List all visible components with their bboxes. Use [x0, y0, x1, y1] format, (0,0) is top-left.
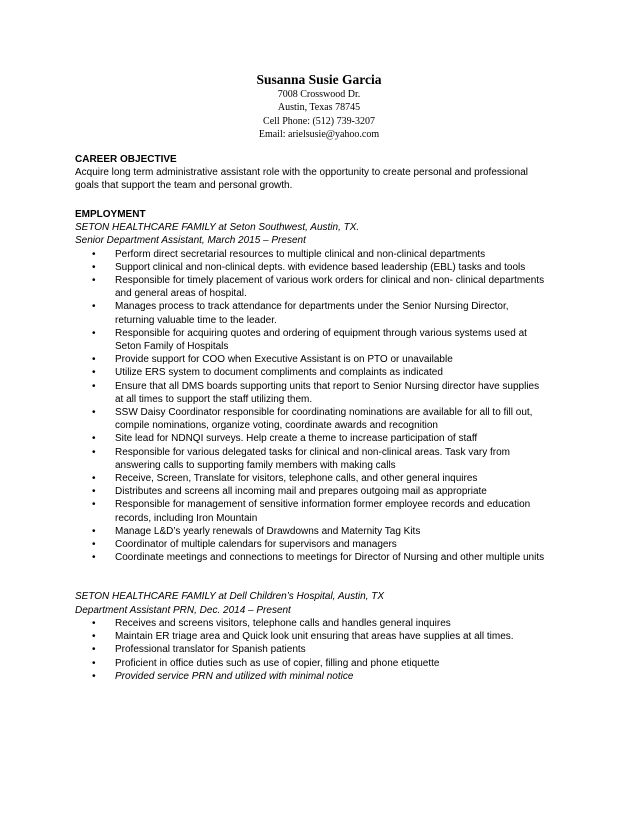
- job-2-duty: • Professional translator for Spanish patients: [92, 644, 306, 656]
- job-2-duty: • Proficient in office duties such as use of copier, filling and phone etiquette: [92, 657, 440, 669]
- bullet-icon: •: [92, 446, 96, 458]
- address-line-2: Austin, Texas 78745: [277, 102, 361, 114]
- job-2-duty: • Receives and screens visitors, telephone calls and handles general inquires: [92, 617, 451, 629]
- job-1-duty: • Site lead for NDNQI surveys. Help create a theme to increase participation of staff: [92, 433, 478, 445]
- address-line-1: 7008 Crosswood Dr.: [277, 89, 361, 100]
- bullet-icon: •: [92, 473, 96, 485]
- employment-title: EMPLOYMENT: [75, 209, 146, 220]
- career-objective-title: CAREER OBJECTIVE: [75, 154, 177, 165]
- career-objective-text-line-1: Acquire long term administrative assistant role with the opportunity to create personal and professional: [75, 167, 529, 179]
- job-2-duties-list: [75, 617, 575, 683]
- employment-section: [75, 208, 575, 683]
- career-objective-text-line-2: goals that support the team and personal growth.: [75, 180, 293, 192]
- bullet-icon: •: [92, 499, 96, 511]
- job-1-duty: • Responsible for acquiring quotes and ordering of equipment through various systems used at Seton Family of Hospitals: [92, 327, 527, 353]
- job-2-duty: • Provided service PRN and utilized with minimal notice: [92, 670, 354, 682]
- job-1-duty: • Manages process to track attendance for departments under the Senior Nursing Director, returning valuable time to the leader.: [92, 301, 509, 326]
- job-1-duty: • Support clinical and non-clinical depts. with evidence based leadership (EBL) tasks and tools: [92, 261, 526, 273]
- job-1-employer: SETON HEALTHCARE FAMILY at Seton Southwest, Austin, TX.: [75, 222, 360, 234]
- job-1-duty: • Receive, Screen, Translate for visitors, telephone calls, and other general inquires: [92, 473, 478, 485]
- job-1-duty: • Responsible for management of sensitive information former employee records and education records, including Iron Mountain: [92, 499, 531, 524]
- job-1-duty: • Responsible for timely placement of various work orders for clinical and non- clinical departments and general areas of hospital.: [92, 275, 545, 300]
- bullet-icon: •: [92, 617, 96, 629]
- bullet-icon: •: [92, 380, 96, 392]
- job-1-duty: • Manage L&D’s yearly renewals of Drawdowns and Maternity Tag Kits: [92, 525, 421, 537]
- bullet-icon: •: [92, 248, 96, 260]
- bullet-icon: •: [92, 670, 96, 682]
- bullet-icon: •: [92, 261, 96, 273]
- bullet-icon: •: [92, 354, 96, 366]
- phone-number: Cell Phone: (512) 739-3207: [263, 115, 375, 127]
- job-1-duties-list: [75, 248, 575, 565]
- bullet-icon: •: [92, 486, 96, 498]
- job-1-duty: • Utilize ERS system to document compliments and complaints as indicated: [92, 367, 443, 379]
- bullet-icon: •: [92, 644, 96, 656]
- job-2-position: Department Assistant PRN, Dec. 2014 – Present: [75, 604, 291, 616]
- bullet-icon: •: [92, 327, 96, 339]
- job-2-employer: SETON HEALTHCARE FAMILY at Dell Children’s Hospital, Austin, TX: [75, 591, 384, 603]
- bullet-icon: •: [92, 657, 96, 669]
- job-1-duty: • Coordinate meetings and connections to meetings for Director of Nursing and other multiple units: [92, 552, 545, 564]
- bullet-icon: •: [92, 433, 96, 445]
- job-1-duty: • Ensure that all DMS boards supporting units that report to Senior Nursing director have supplies at all times to support the staff utilizing them.: [92, 380, 540, 405]
- bullet-icon: •: [92, 552, 96, 564]
- bullet-icon: •: [92, 539, 96, 551]
- job-1-duty: • Responsible for various delegated tasks for clinical and non-clinical areas. Task vary from answering calls to supporting family members with making calls: [92, 446, 511, 471]
- bullet-icon: •: [92, 275, 96, 287]
- bullet-icon: •: [92, 367, 96, 379]
- job-1-duty: • SSW Daisy Coordinator responsible for coordinating nominations are available for all to fill out, compile nominations, organize voting, coordinate awards and recognition: [92, 407, 533, 432]
- email-address: Email: arielsusie@yahoo.com: [258, 129, 380, 141]
- job-1-position: Senior Department Assistant, March 2015 – Present: [75, 235, 306, 247]
- job-2-duty: • Maintain ER triage area and Quick look unit ensuring that areas have supplies at all times.: [92, 631, 514, 643]
- career-objective-section: [75, 153, 575, 193]
- bullet-icon: •: [92, 407, 96, 419]
- bullet-icon: •: [92, 525, 96, 537]
- bullet-icon: •: [92, 631, 96, 643]
- bullet-icon: •: [92, 301, 96, 313]
- resume-header: [0, 71, 638, 142]
- job-1-duty: • Coordinator of multiple calendars for supervisors and managers: [92, 539, 397, 551]
- job-1-duty: • Perform direct secretarial resources to multiple clinical and non-clinical departments: [92, 248, 486, 260]
- candidate-name: Susanna Susie Garcia: [256, 72, 382, 87]
- job-1-duty: • Provide support for COO when Executive Assistant is on PTO or unavailable: [92, 354, 453, 366]
- job-1-duty: • Distributes and screens all incoming mail and prepares outgoing mail as appropriate: [92, 486, 487, 498]
